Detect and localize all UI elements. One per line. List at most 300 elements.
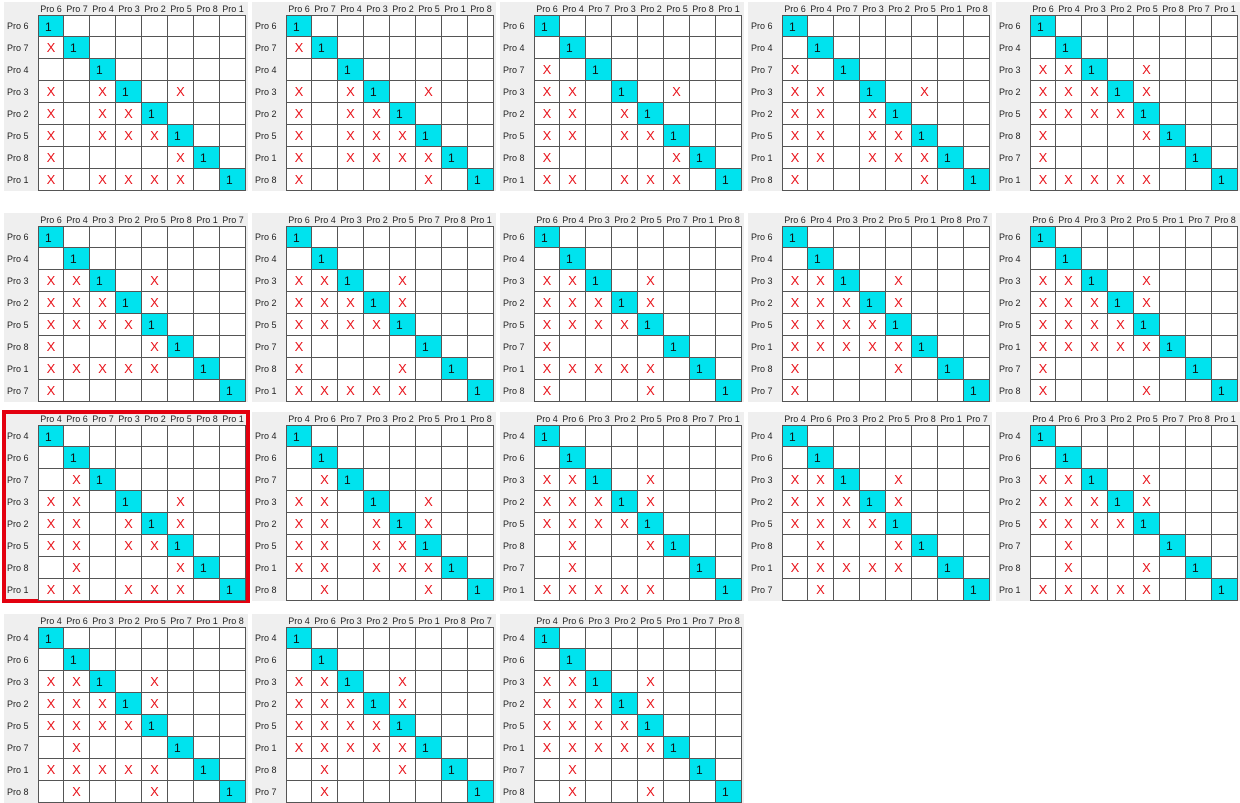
column-label: Pro 6 <box>1032 215 1054 225</box>
row-label: Pro 8 <box>999 563 1021 573</box>
empty-cell <box>416 469 442 491</box>
diagonal-cell <box>664 737 690 759</box>
empty-cell <box>586 103 612 125</box>
empty-cell <box>664 671 690 693</box>
column-label: Pro 8 <box>718 215 740 225</box>
empty-cell <box>416 715 442 737</box>
diagonal-value: 1 <box>293 20 300 34</box>
dependency-matrix <box>286 425 494 601</box>
x-mark-cell: X <box>782 314 808 336</box>
diagonal-value: 1 <box>122 697 129 711</box>
x-mark-cell: X <box>390 535 416 557</box>
x-mark-cell: X <box>612 715 638 737</box>
column-label: Pro 8 <box>470 4 492 14</box>
empty-cell <box>312 627 338 649</box>
row-label: Pro 8 <box>751 175 773 185</box>
empty-cell <box>116 248 142 270</box>
diagonal-value: 1 <box>1192 561 1199 575</box>
row-label: Pro 6 <box>503 655 525 665</box>
empty-cell <box>1082 248 1108 270</box>
x-mark-cell: X <box>586 314 612 336</box>
empty-cell <box>964 336 990 358</box>
empty-cell <box>1108 15 1134 37</box>
x-mark-cell: X <box>808 491 834 513</box>
empty-cell <box>716 37 742 59</box>
diagonal-value: 1 <box>566 252 573 266</box>
x-mark-cell: X <box>638 358 664 380</box>
empty-cell <box>116 270 142 292</box>
empty-cell <box>1160 248 1186 270</box>
x-mark-cell: X <box>586 737 612 759</box>
diagonal-value: 1 <box>1140 517 1147 531</box>
diagonal-cell <box>1056 37 1082 59</box>
x-mark-cell: X <box>612 125 638 147</box>
diagonal-cell <box>194 147 220 169</box>
diagonal-value: 1 <box>344 274 351 288</box>
x-mark-cell: X <box>560 759 586 781</box>
empty-cell <box>116 627 142 649</box>
column-label: Pro 8 <box>444 616 466 626</box>
x-mark-cell: X <box>286 270 312 292</box>
x-mark-cell: X <box>612 103 638 125</box>
column-label: Pro 5 <box>170 4 192 14</box>
empty-cell <box>220 737 246 759</box>
x-mark-cell: X <box>286 314 312 336</box>
diagonal-cell <box>468 781 494 803</box>
empty-cell <box>534 248 560 270</box>
x-mark-cell: X <box>560 81 586 103</box>
diagonal-cell <box>938 358 964 380</box>
empty-cell <box>194 37 220 59</box>
empty-cell <box>416 671 442 693</box>
empty-cell <box>220 535 246 557</box>
dependency-matrix <box>286 627 494 803</box>
empty-cell <box>442 491 468 513</box>
x-mark-cell: X <box>560 491 586 513</box>
diagonal-cell <box>534 15 560 37</box>
column-label: Pro 5 <box>914 4 936 14</box>
x-mark-cell: X <box>1030 81 1056 103</box>
empty-cell <box>716 314 742 336</box>
empty-cell <box>390 491 416 513</box>
empty-cell <box>612 425 638 447</box>
empty-cell <box>64 336 90 358</box>
empty-cell <box>116 147 142 169</box>
empty-cell <box>560 15 586 37</box>
row-label: Pro 1 <box>255 563 277 573</box>
x-mark-cell: X <box>116 535 142 557</box>
diagonal-value: 1 <box>96 63 103 77</box>
empty-cell <box>586 226 612 248</box>
diagonal-cell <box>1160 336 1186 358</box>
diagonal-cell <box>1108 491 1134 513</box>
diagonal-value: 1 <box>293 632 300 646</box>
empty-cell <box>938 81 964 103</box>
x-mark-cell: X <box>664 81 690 103</box>
diagonal-value: 1 <box>541 20 548 34</box>
empty-cell <box>168 781 194 803</box>
x-mark-cell: X <box>808 103 834 125</box>
empty-cell <box>716 491 742 513</box>
diagonal-cell <box>1160 535 1186 557</box>
diagonal-value: 1 <box>1088 63 1095 77</box>
x-mark-cell: X <box>1030 292 1056 314</box>
empty-cell <box>1082 535 1108 557</box>
empty-cell <box>1212 248 1238 270</box>
empty-cell <box>64 59 90 81</box>
empty-cell <box>220 103 246 125</box>
x-mark-cell: X <box>312 535 338 557</box>
x-mark-cell: X <box>638 469 664 491</box>
empty-cell <box>442 292 468 314</box>
empty-cell <box>142 59 168 81</box>
empty-cell <box>468 358 494 380</box>
empty-cell <box>194 248 220 270</box>
empty-cell <box>938 380 964 402</box>
x-mark-cell: X <box>1056 292 1082 314</box>
column-label: Pro 8 <box>966 4 988 14</box>
empty-cell <box>116 671 142 693</box>
empty-cell <box>1186 125 1212 147</box>
empty-cell <box>442 81 468 103</box>
empty-cell <box>194 169 220 191</box>
empty-cell <box>142 81 168 103</box>
empty-cell <box>468 535 494 557</box>
empty-cell <box>468 469 494 491</box>
empty-cell <box>64 226 90 248</box>
empty-cell <box>338 169 364 191</box>
x-mark-cell: X <box>338 292 364 314</box>
diagonal-value: 1 <box>474 785 481 799</box>
diagonal-value: 1 <box>866 495 873 509</box>
empty-cell <box>1056 125 1082 147</box>
x-mark-cell: X <box>364 535 390 557</box>
diagonal-value: 1 <box>370 296 377 310</box>
diagonal-cell <box>90 469 116 491</box>
empty-cell <box>716 270 742 292</box>
empty-cell <box>808 15 834 37</box>
x-mark-cell: X <box>64 513 90 535</box>
dependency-matrix <box>38 627 246 803</box>
empty-cell <box>534 649 560 671</box>
empty-cell <box>194 336 220 358</box>
diagonal-value: 1 <box>1114 296 1121 310</box>
empty-cell <box>338 649 364 671</box>
empty-cell <box>586 425 612 447</box>
x-mark-cell: X <box>782 380 808 402</box>
row-label: Pro 8 <box>255 175 277 185</box>
empty-cell <box>586 557 612 579</box>
empty-cell <box>1186 292 1212 314</box>
empty-cell <box>286 759 312 781</box>
x-mark-cell: X <box>38 579 64 601</box>
diagonal-cell <box>1082 270 1108 292</box>
diagonal-cell <box>220 579 246 601</box>
diagonal-value: 1 <box>396 719 403 733</box>
x-mark-cell: X <box>1134 579 1160 601</box>
diagonal-cell <box>90 671 116 693</box>
empty-cell <box>1186 513 1212 535</box>
empty-cell <box>312 81 338 103</box>
column-label: Pro 1 <box>666 616 688 626</box>
empty-cell <box>1108 358 1134 380</box>
empty-cell <box>1186 336 1212 358</box>
empty-cell <box>90 737 116 759</box>
diagonal-cell <box>1056 447 1082 469</box>
dependency-matrix <box>534 15 742 191</box>
row-label: Pro 6 <box>7 232 29 242</box>
row-label: Pro 3 <box>7 677 29 687</box>
diagonal-value: 1 <box>618 495 625 509</box>
column-label: Pro 4 <box>1032 414 1054 424</box>
x-mark-cell: X <box>64 491 90 513</box>
empty-cell <box>586 81 612 103</box>
column-label: Pro 3 <box>92 215 114 225</box>
dependency-matrix <box>782 425 990 601</box>
x-mark-cell: X <box>390 759 416 781</box>
x-mark-cell: X <box>1108 579 1134 601</box>
x-mark-cell: X <box>1108 169 1134 191</box>
x-mark-cell: X <box>338 125 364 147</box>
empty-cell <box>220 671 246 693</box>
x-mark-cell: X <box>860 147 886 169</box>
diagonal-cell <box>286 226 312 248</box>
empty-cell <box>364 671 390 693</box>
x-mark-cell: X <box>90 715 116 737</box>
column-label: Pro 1 <box>418 616 440 626</box>
column-label: Pro 6 <box>784 4 806 14</box>
column-label: Pro 6 <box>562 616 584 626</box>
x-mark-cell: X <box>782 147 808 169</box>
empty-cell <box>364 37 390 59</box>
empty-cell <box>220 469 246 491</box>
empty-cell <box>442 226 468 248</box>
diagonal-cell <box>116 491 142 513</box>
x-mark-cell: X <box>312 314 338 336</box>
x-mark-cell: X <box>1108 103 1134 125</box>
empty-cell <box>416 447 442 469</box>
empty-cell <box>716 103 742 125</box>
matrix-panel <box>4 614 248 803</box>
empty-cell <box>638 248 664 270</box>
empty-cell <box>886 425 912 447</box>
empty-cell <box>690 627 716 649</box>
diagonal-cell <box>534 627 560 649</box>
empty-cell <box>338 579 364 601</box>
empty-cell <box>64 169 90 191</box>
empty-cell <box>964 270 990 292</box>
empty-cell <box>1186 15 1212 37</box>
empty-cell <box>690 715 716 737</box>
empty-cell <box>1082 557 1108 579</box>
empty-cell <box>886 226 912 248</box>
empty-cell <box>194 579 220 601</box>
diagonal-cell <box>586 59 612 81</box>
empty-cell <box>1030 557 1056 579</box>
empty-cell <box>1212 81 1238 103</box>
x-mark-cell: X <box>1030 147 1056 169</box>
row-label: Pro 6 <box>255 655 277 665</box>
diagonal-cell <box>938 147 964 169</box>
column-label: Pro 4 <box>784 414 806 424</box>
x-mark-cell: X <box>1134 59 1160 81</box>
column-label: Pro 3 <box>92 616 114 626</box>
empty-cell <box>1186 59 1212 81</box>
row-label: Pro 6 <box>7 453 29 463</box>
x-mark-cell: X <box>808 513 834 535</box>
diagonal-value: 1 <box>618 296 625 310</box>
diagonal-cell <box>808 447 834 469</box>
empty-cell <box>938 491 964 513</box>
empty-cell <box>664 557 690 579</box>
diagonal-value: 1 <box>1062 451 1069 465</box>
empty-cell <box>312 226 338 248</box>
x-mark-cell: X <box>1082 169 1108 191</box>
x-mark-cell: X <box>116 579 142 601</box>
empty-cell <box>860 37 886 59</box>
empty-cell <box>194 469 220 491</box>
diagonal-cell <box>886 314 912 336</box>
diagonal-value: 1 <box>148 318 155 332</box>
column-label: Pro 5 <box>418 4 440 14</box>
empty-cell <box>338 627 364 649</box>
diagonal-cell <box>1056 248 1082 270</box>
diagonal-value: 1 <box>1166 539 1173 553</box>
empty-cell <box>416 759 442 781</box>
empty-cell <box>338 759 364 781</box>
diagonal-value: 1 <box>541 430 548 444</box>
empty-cell <box>194 380 220 402</box>
diagonal-value: 1 <box>866 296 873 310</box>
empty-cell <box>1212 469 1238 491</box>
empty-cell <box>716 649 742 671</box>
empty-cell <box>964 358 990 380</box>
x-mark-cell: X <box>1056 513 1082 535</box>
empty-cell <box>1186 314 1212 336</box>
x-mark-cell: X <box>116 314 142 336</box>
diagonal-cell <box>38 226 64 248</box>
empty-cell <box>1160 358 1186 380</box>
empty-cell <box>390 59 416 81</box>
empty-cell <box>194 103 220 125</box>
empty-cell <box>912 513 938 535</box>
empty-cell <box>690 513 716 535</box>
x-mark-cell: X <box>612 169 638 191</box>
column-label: Pro 2 <box>118 215 140 225</box>
column-label: Pro 7 <box>470 616 492 626</box>
empty-cell <box>664 103 690 125</box>
x-mark-cell: X <box>560 513 586 535</box>
diagonal-value: 1 <box>644 318 651 332</box>
diagonal-value: 1 <box>1037 430 1044 444</box>
empty-cell <box>664 314 690 336</box>
x-mark-cell: X <box>142 781 168 803</box>
diagonal-value: 1 <box>396 318 403 332</box>
row-label: Pro 3 <box>751 475 773 485</box>
empty-cell <box>638 59 664 81</box>
empty-cell <box>664 693 690 715</box>
empty-cell <box>860 425 886 447</box>
x-mark-cell: X <box>534 59 560 81</box>
diagonal-value: 1 <box>670 129 677 143</box>
diagonal-value: 1 <box>45 231 52 245</box>
diagonal-cell <box>64 447 90 469</box>
empty-cell <box>1212 270 1238 292</box>
empty-cell <box>338 37 364 59</box>
x-mark-cell: X <box>38 314 64 336</box>
column-label: Pro 3 <box>1084 215 1106 225</box>
row-label: Pro 4 <box>7 254 29 264</box>
diagonal-value: 1 <box>448 362 455 376</box>
empty-cell <box>1160 147 1186 169</box>
diagonal-value: 1 <box>148 719 155 733</box>
diagonal-value: 1 <box>96 274 103 288</box>
diagonal-value: 1 <box>1088 274 1095 288</box>
empty-cell <box>1186 491 1212 513</box>
diagonal-value: 1 <box>370 495 377 509</box>
empty-cell <box>834 380 860 402</box>
empty-cell <box>586 627 612 649</box>
empty-cell <box>886 248 912 270</box>
empty-cell <box>690 649 716 671</box>
x-mark-cell: X <box>534 292 560 314</box>
x-mark-cell: X <box>364 557 390 579</box>
diagonal-cell <box>194 759 220 781</box>
empty-cell <box>964 491 990 513</box>
empty-cell <box>560 59 586 81</box>
empty-cell <box>860 15 886 37</box>
empty-cell <box>938 447 964 469</box>
empty-cell <box>1030 447 1056 469</box>
empty-cell <box>612 649 638 671</box>
row-label: Pro 6 <box>503 453 525 463</box>
empty-cell <box>116 557 142 579</box>
empty-cell <box>168 248 194 270</box>
empty-cell <box>442 248 468 270</box>
empty-cell <box>834 535 860 557</box>
diagonal-value: 1 <box>918 539 925 553</box>
column-label: Pro 5 <box>418 414 440 424</box>
empty-cell <box>116 425 142 447</box>
x-mark-cell: X <box>586 693 612 715</box>
x-mark-cell: X <box>1056 103 1082 125</box>
x-mark-cell: X <box>534 169 560 191</box>
empty-cell <box>364 469 390 491</box>
empty-cell <box>338 336 364 358</box>
x-mark-cell: X <box>534 336 560 358</box>
empty-cell <box>390 248 416 270</box>
x-mark-cell: X <box>1030 314 1056 336</box>
x-mark-cell: X <box>912 147 938 169</box>
empty-cell <box>612 336 638 358</box>
diagonal-cell <box>638 314 664 336</box>
column-label: Pro 7 <box>692 616 714 626</box>
empty-cell <box>1056 380 1082 402</box>
diagonal-value: 1 <box>1037 231 1044 245</box>
empty-cell <box>834 37 860 59</box>
x-mark-cell: X <box>560 314 586 336</box>
x-mark-cell: X <box>1030 125 1056 147</box>
empty-cell <box>364 248 390 270</box>
column-label: Pro 6 <box>314 616 336 626</box>
x-mark-cell: X <box>1056 59 1082 81</box>
x-mark-cell: X <box>116 169 142 191</box>
empty-cell <box>312 15 338 37</box>
row-label: Pro 7 <box>999 153 1021 163</box>
column-label: Pro 3 <box>340 215 362 225</box>
empty-cell <box>194 292 220 314</box>
diagonal-value: 1 <box>814 41 821 55</box>
